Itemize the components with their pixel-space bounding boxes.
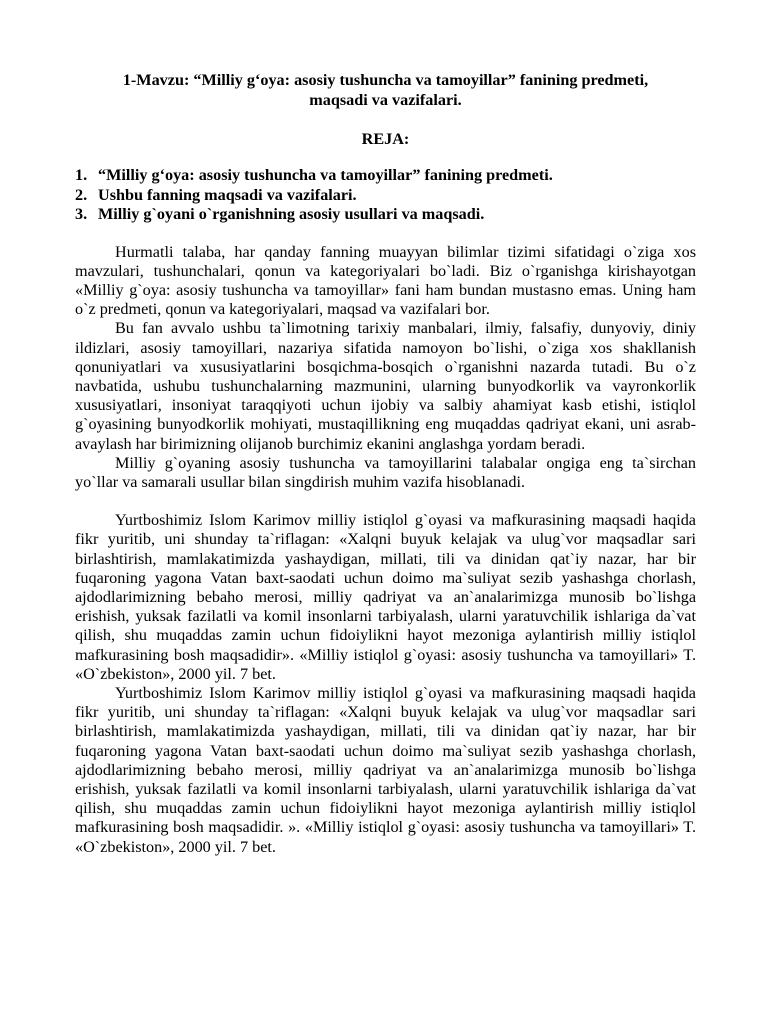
paragraph-task: Milliy g`oyaning asosiy tushuncha va tamoyillarini talabalar ongiga eng ta`sirchan yo`llar va samarali usullar bilan singdirish muhim vazifa hisoblanadi. (75, 453, 696, 491)
plan-item-number: 1. (75, 166, 88, 184)
title-line-1: 1-Mavzu: “Milliy g‘oya: asosiy tushuncha va tamoyillar” fanining predmeti, (122, 71, 649, 89)
plan-item-text: Ushbu fanning maqsadi va vazifalari. (98, 185, 357, 204)
plan-heading: REJA: (361, 130, 410, 148)
plan-item-text: Milliy g`oyani o`rganishning asosiy usullari va maqsadi. (98, 205, 485, 223)
plan-item (75, 205, 696, 225)
plan-list (75, 166, 696, 225)
title-line-2: maqsadi va vazifalari. (309, 91, 462, 109)
plan-item (75, 186, 696, 206)
plan-item-number: 2. (75, 185, 88, 204)
paragraph-quote-1: Yurtboshimiz Islom Karimov milliy istiqlol g`oyasi va mafkurasining maqsadi haqida fikr yuritib, uni shunday ta`riflagan: «Xalqni buyuk kelajak va ulug`vor maqsadlar sari birlashtirish, mamlakatimizda yashaydigan, millati, tili va dinidan qat`iy nazar, har bir fuqaroning yagona Vatan baxt-saodati uchun doimo ma`suliyat sezib yashashga chorlash, ajdodlarimizning bebaho merosi, milliy qadriyat va an`analarimizga munosib bo`lishga erishish, yuksak fazilatli va komil insonlarni tarbiyalash, ularni yaratuvchilik ishlariga da`vat qilish, shu muqaddas zamin uchun fidoiylikni hayot mezoniga aylantirish milliy istiqlol mafkurasining bosh maqsadidir». «Milliy istiqlol g`oyasi: asosiy tushuncha va tamoyillari» T. «O`zbekiston», 2000 yil. 7 bet. (75, 511, 696, 683)
paragraph-gap (75, 492, 696, 511)
document-title (75, 70, 696, 110)
plan-item-number: 3. (75, 205, 88, 223)
paragraph-intro: Hurmatli talaba, har qanday fanning muayyan bilimlar tizimi sifatidagi o`ziga xos mavzulari, tushunchalari, qonun va kategoriyalari bo`ladi. Biz o`rganishga kirishayotgan «Milliy g`oya: asosiy tushuncha va tamoyillar» fani ham bundan mustasno emas. Uning ham o`z predmeti, qonun va kategoriyalari, maqsad va vazifalari bor. (75, 242, 696, 319)
plan-item-text: “Milliy g‘oya: asosiy tushuncha va tamoyillar” fanining predmeti. (98, 166, 553, 184)
plan-item (75, 166, 696, 186)
paragraph-quote-2: Yurtboshimiz Islom Karimov milliy istiqlol g`oyasi va mafkurasining maqsadi haqida fikr yuritib, uni shunday ta`riflagan: «Xalqni buyuk kelajak va ulug`vor maqsadlar sari birlashtirish, mamlakatimizda yashaydigan, millati, tili va dinidan qat`iy nazar, har bir fuqaroning yagona Vatan baxt-saodati uchun doimo ma`suliyat sezib yashashga chorlash, ajdodlarimizning bebaho merosi, milliy qadriyat va an`analarimizga munosib bo`lishga erishish, yuksak fazilatli va komil insonlarni tarbiyalash, ularni yaratuvchilik ishlariga da`vat qilish, shu muqaddas zamin uchun fidoiylikni hayot mezoniga aylantirish milliy istiqlol mafkurasining bosh maqsadidir. ». «Milliy istiqlol g`oyasi: asosiy tushuncha va tamoyillari» T. «O`zbekiston», 2000 yil. 7 bet. (75, 683, 696, 856)
paragraph-subject: Bu fan avvalo ushbu ta`limotning tarixiy manbalari, ilmiy, falsafiy, dunyoviy, diniy ildizlari, asosiy tamoyillari, nazariya sifatida namoyon bo`lishi, o`ziga xos shakllanish qonuniyatlari va xususiyatlarini bosqichma-bosqich o`rganishni nazarda tutadi. Bu o`z navbatida, ushubu tushunchalarning mazmunini, ularning bunyodkorlik va vayronkorlik xususiyatlari, insoniyat taraqqiyoti uchun ijobiy va salbiy ahamiyat kasb etishi, istiqlol g`oyasining bunyodkorlik mohiyati, mustaqillikning eng muqaddas qadriyat ekani, uni asrab-avaylash har birimizning olijanob burchimiz ekanini anglashga yordam beradi. (75, 319, 696, 453)
